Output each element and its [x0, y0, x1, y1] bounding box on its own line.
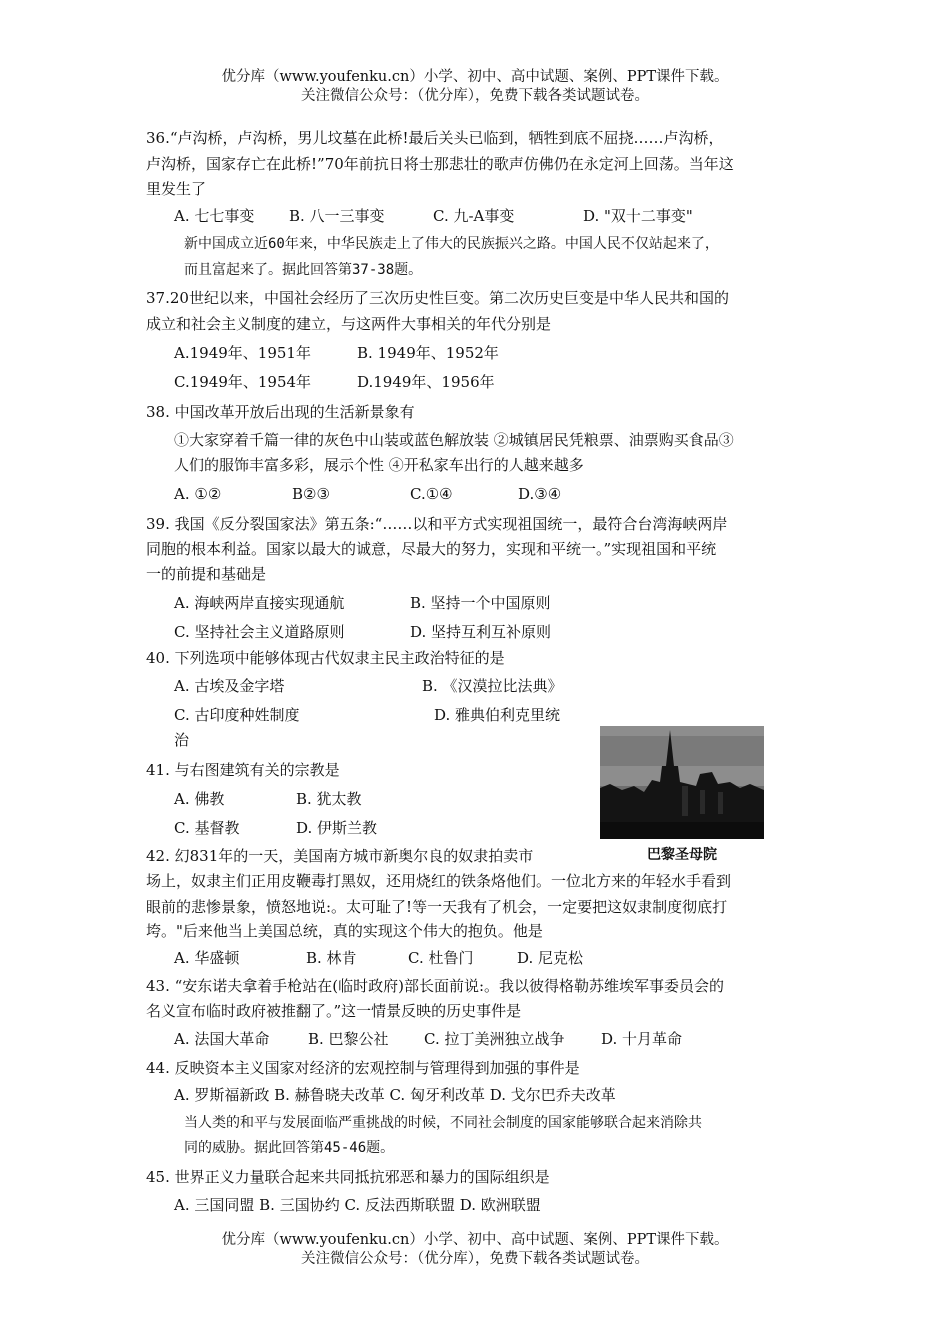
- q37-option-c: C.1949年、1954年: [174, 373, 312, 391]
- q39-option-b: B. 坚持一个中国原则: [410, 594, 551, 612]
- q40-option-c: C. 古印度种姓制度: [174, 706, 300, 724]
- q38-item-line-1: ①大家穿着千篇一律的灰色中山装或蓝色解放装 ②城镇居民凭粮票、油票购买食品③: [174, 431, 734, 449]
- q44-line-1: 44. 反映资本主义国家对经济的宏观控制与管理得到加强的事件是: [146, 1059, 580, 1077]
- q42-line-2: 场上，奴隶主们正用皮鞭毒打黑奴，还用烧红的铁条烙他们。一位北方来的年轻水手看到: [146, 872, 732, 890]
- intro2-line-2: 同的威胁。据此回答第45-46题。: [184, 1140, 395, 1156]
- q41-option-a: A. 佛教: [174, 790, 225, 808]
- q42-line-3: 眼前的悲惨景象，愤怒地说:。太可耻了!等一天我有了机会，一定要把这奴隶制度彻底打: [146, 898, 728, 916]
- q45-line-1: 45. 世界正义力量联合起来共同抵抗邪恶和暴力的国际组织是: [146, 1168, 550, 1186]
- q41-option-d: D. 伊斯兰教: [296, 819, 378, 837]
- q38-option-b: B②③: [292, 485, 330, 503]
- q38-line-1: 38. 中国改革开放后出现的生活新景象有: [146, 403, 415, 421]
- q42-line-1: 42. 幻831年的一天，美国南方城市新奥尔良的奴隶拍卖市: [146, 847, 534, 865]
- q42-line-4: 垮。"后来他当上美国总统，真的实现这个伟大的抱负。他是: [146, 922, 543, 940]
- q39-option-a: A. 海峡两岸直接实现通航: [174, 594, 345, 612]
- q36-option-d: D. "双十二事变": [583, 207, 693, 225]
- header-line-1: 优分库（www.youfenku.cn）小学、初中、高中试题、案例、PPT课件下载。: [221, 69, 729, 85]
- q40-option-b: B. 《汉漠拉比法典》: [422, 677, 563, 695]
- q42-option-a: A. 华盛顿: [174, 949, 240, 967]
- q39-line-2: 同胞的根本利益。国家以最大的诚意，尽最大的努力，实现和平统一。”实现祖国和平统: [146, 540, 717, 558]
- footer-line-2: 关注微信公众号：（优分库），免费下载各类试题试卷。: [301, 1251, 649, 1267]
- notre-dame-photo: [600, 726, 764, 839]
- q45-options: A. 三国同盟 B. 三国协约 C. 反法西斯联盟 D. 欧洲联盟: [174, 1196, 541, 1214]
- q36-line-1: 36.“卢沟桥，卢沟桥，男儿坟墓在此桥!最后关头已临到，牺牲到底不屈挠……卢沟桥，: [146, 129, 724, 147]
- q37-option-b: B. 1949年、1952年: [357, 344, 499, 362]
- q38-option-c: C.①④: [410, 485, 453, 503]
- q42-option-b: B. 林肯: [306, 949, 357, 967]
- footer-line-1: 优分库（www.youfenku.cn）小学、初中、高中试题、案例、PPT课件下载。: [221, 1232, 729, 1248]
- q39-option-d: D. 坚持互利互补原则: [410, 623, 552, 641]
- q43-line-2: 名义宣布临时政府被推翻了。”这一情景反映的历史事件是: [146, 1002, 522, 1020]
- q41-option-b: B. 犹太教: [296, 790, 362, 808]
- q39-option-c: C. 坚持社会主义道路原则: [174, 623, 345, 641]
- q38-item-line-2: 人们的服饰丰富多彩，展示个性 ④开私家车出行的人越来越多: [174, 456, 584, 474]
- q42-option-c: C. 杜鲁门: [408, 949, 474, 967]
- q36-option-a: A. 七七事变: [174, 207, 255, 225]
- header-line-2: 关注微信公众号：（优分库），免费下载各类试题试卷。: [301, 88, 649, 104]
- q36-line-2: 卢沟桥，国家存亡在此桥!”70年前抗日将士那悲壮的歌声仿佛仍在永定河上回荡。当年这: [146, 155, 734, 173]
- q38-option-a: A. ①②: [174, 485, 222, 503]
- q37-option-d: D.1949年、1956年: [357, 373, 495, 391]
- q43-option-d: D. 十月革命: [601, 1030, 683, 1048]
- q44-options: A. 罗斯福新政 B. 赫鲁晓夫改革 C. 匈牙利改革 D. 戈尔巴乔夫改革: [174, 1086, 616, 1104]
- q36-option-b: B. 八一三事变: [289, 207, 385, 225]
- q37-option-a: A.1949年、1951年: [174, 344, 311, 362]
- q36-option-c: C. 九-A事变: [433, 207, 515, 225]
- intro1-line-2: 而且富起来了。据此回答第37-38题。: [184, 262, 423, 278]
- intro1-line-1: 新中国成立近60年来，中华民族走上了伟大的民族振兴之路。中国人民不仅站起来了，: [184, 236, 719, 252]
- q39-line-3: 一的前提和基础是: [146, 565, 267, 583]
- q37-line-2: 成立和社会主义制度的建立，与这两件大事相关的年代分别是: [146, 315, 552, 333]
- q41-line-1: 41. 与右图建筑有关的宗教是: [146, 761, 340, 779]
- q39-line-1: 39. 我国《反分裂国家法》第五条:“……以和平方式实现祖国统一，最符合台湾海峡两岸: [146, 515, 728, 533]
- figure-caption: 巴黎圣母院: [647, 847, 717, 863]
- q37-line-1: 37.20世纪以来，中国社会经历了三次历史性巨变。第二次历史巨变是中华人民共和国的: [146, 289, 729, 307]
- q41-option-c: C. 基督教: [174, 819, 240, 837]
- q40-line-1: 40. 下列选项中能够体现古代奴隶主民主政治特征的是: [146, 649, 505, 667]
- q38-option-d: D.③④: [518, 485, 562, 503]
- q40-option-d-wrap: 治: [174, 731, 190, 749]
- q36-line-3: 里发生了: [146, 180, 207, 198]
- q43-option-b: B. 巴黎公社: [308, 1030, 389, 1048]
- q40-option-a: A. 古埃及金字塔: [174, 677, 285, 695]
- q43-option-c: C. 拉丁美洲独立战争: [424, 1030, 565, 1048]
- q40-option-d: D. 雅典伯利克里统: [434, 706, 561, 724]
- intro2-line-1: 当人类的和平与发展面临严重挑战的时候，不同社会制度的国家能够联合起来消除共: [184, 1115, 702, 1131]
- q42-option-d: D. 尼克松: [517, 949, 584, 967]
- q43-option-a: A. 法国大革命: [174, 1030, 270, 1048]
- q43-line-1: 43. “安东诺夫拿着手枪站在(临时政府)部长面前说:。我以彼得格勒苏维埃军事委员会的: [146, 977, 725, 995]
